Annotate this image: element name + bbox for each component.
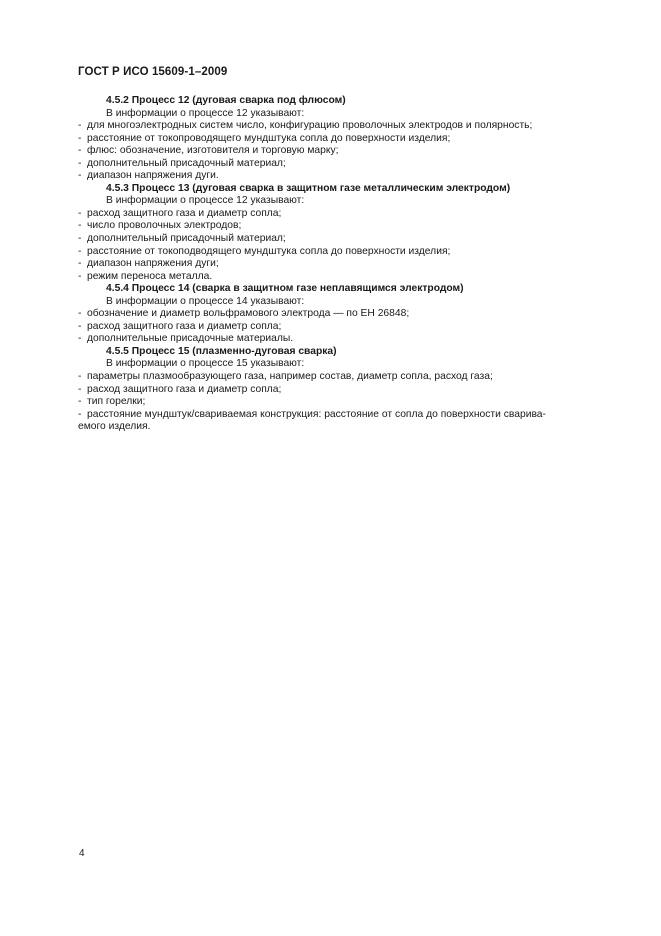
list-item (78, 321, 618, 334)
list-item (78, 170, 618, 183)
list-item (78, 233, 618, 246)
list-item (78, 120, 618, 133)
list-item (78, 409, 618, 422)
list-item (78, 208, 618, 221)
list-item (78, 220, 618, 233)
list-item (78, 133, 618, 146)
bullet-dash: - (78, 396, 82, 408)
list-item-text: режим переноса металла. (87, 270, 213, 282)
section-heading: 4.5.4 Процесс 14 (сварка в защитном газе неплавящимся электродом) (106, 283, 464, 295)
bullet-dash: - (78, 145, 82, 157)
list-item-text: тип горелки; (87, 396, 146, 408)
list-item-text: параметры плазмообразующего газа, например состав, диаметр сопла, расход газа; (87, 371, 493, 383)
section-intro: В информации о процессе 12 указывают: (106, 107, 305, 119)
bullet-dash: - (78, 308, 82, 320)
document-body (78, 95, 618, 434)
list-item-text: дополнительный присадочный материал; (87, 157, 286, 169)
list-item (78, 158, 618, 171)
section-intro: В информации о процессе 14 указывают: (106, 295, 305, 307)
list-item-continuation: емого изделия. (78, 421, 151, 433)
section-intro: В информации о процессе 15 указывают: (106, 358, 305, 370)
page-number: 4 (79, 848, 85, 859)
section-heading: 4.5.5 Процесс 15 (плазменно-дуговая сварка) (106, 345, 337, 357)
section-heading: 4.5.3 Процесс 13 (дуговая сварка в защитном газе металлическим электродом) (106, 182, 511, 194)
list-item-text: дополнительные присадочные материалы. (87, 333, 294, 345)
bullet-dash: - (78, 270, 82, 282)
list-item (78, 145, 618, 158)
list-item (78, 246, 618, 259)
bullet-dash: - (78, 132, 82, 144)
list-item-text: для многоэлектродных систем число, конфигурацию проволочных электродов и полярность; (87, 120, 533, 132)
bullet-dash: - (78, 207, 82, 219)
list-item (78, 308, 618, 321)
bullet-dash: - (78, 258, 82, 270)
list-item-text: диапазон напряжения дуги; (87, 258, 219, 270)
list-item (78, 371, 618, 384)
list-item-text: число проволочных электродов; (87, 220, 242, 232)
list-item (78, 258, 618, 271)
bullet-dash: - (78, 320, 82, 332)
list-item-text: расстояние от токопроводящего мундштука сопла до поверхности изделия; (87, 132, 451, 144)
list-item-text: расход защитного газа и диаметр сопла; (87, 207, 282, 219)
list-item-text: расход защитного газа и диаметр сопла; (87, 383, 282, 395)
list-item (78, 384, 618, 397)
bullet-dash: - (78, 233, 82, 245)
list-item-text: дополнительный присадочный материал; (87, 233, 286, 245)
bullet-dash: - (78, 170, 82, 182)
list-item (78, 271, 618, 284)
section-heading: 4.5.2 Процесс 12 (дуговая сварка под флюсом) (106, 95, 346, 106)
list-item-text: расход защитного газа и диаметр сопла; (87, 320, 282, 332)
bullet-dash: - (78, 383, 82, 395)
list-item (78, 333, 618, 346)
bullet-dash: - (78, 371, 82, 383)
list-item-text: обозначение и диаметр вольфрамового электрода — по ЕН 26848; (87, 308, 410, 320)
bullet-dash: - (78, 120, 82, 132)
bullet-dash: - (78, 220, 82, 232)
list-item-text: расстояние мундштук/свариваемая конструкция: расстояние от сопла до поверхности сварива- (87, 408, 546, 420)
section-intro: В информации о процессе 12 указывают: (106, 195, 305, 207)
list-item (78, 396, 618, 409)
list-item-text: флюс: обозначение, изготовителя и торговую марку; (87, 145, 339, 157)
bullet-dash: - (78, 408, 82, 420)
bullet-dash: - (78, 333, 82, 345)
list-item-text: расстояние от токоподводящего мундштука сопла до поверхности изделия; (87, 245, 451, 257)
bullet-dash: - (78, 157, 82, 169)
list-item-text: диапазон напряжения дуги. (87, 170, 219, 182)
bullet-dash: - (78, 245, 82, 257)
document-header: ГОСТ Р ИСО 15609-1–2009 (78, 66, 228, 78)
